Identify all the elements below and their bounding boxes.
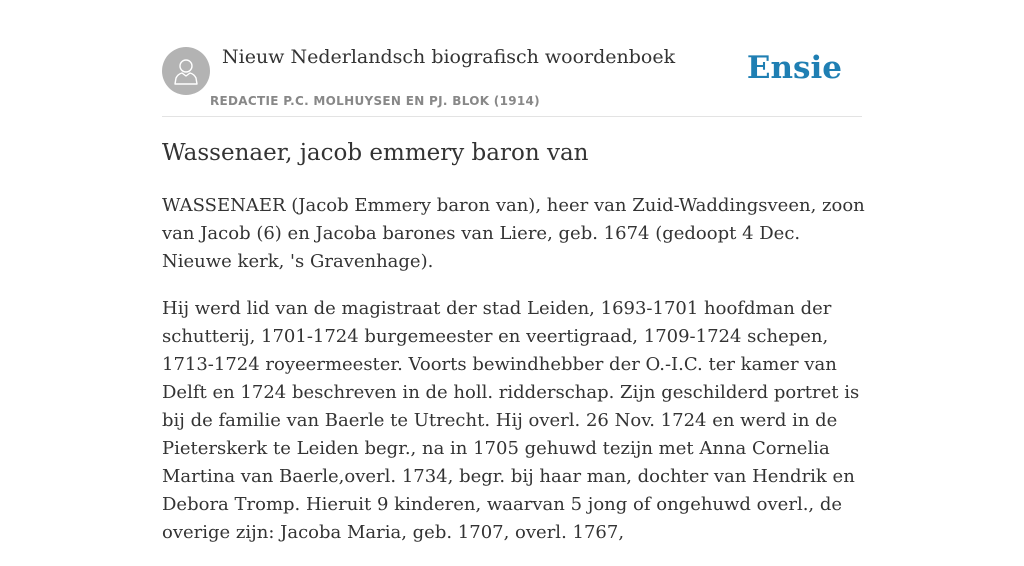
source-editor: REDACTIE P.C. MOLHUYSEN EN PJ. BLOK (1914): [210, 94, 540, 108]
paragraph: Hij werd lid van de magistraat der stad Leiden, 1693-1701 hoofdman der schutterij, 1701-1724 burgemeester en veertigraad, 1709-1724 schepen, 1713-1724 royeermeester. Voorts bewindhebber der O.-I.C. ter kamer van Delft en 1724 beschreven in de holl. ridderschap. Zijn geschilderd portret is bij de familie van Baerle te Utrecht. Hij overl. 26 Nov. 1724 en werd in de Pieterskerk te Leiden begr., na in 1705 gehuwd tezijn met Anna Cornelia Martina van Baerle,overl. 1734, begr. bij haar man, dochter van Hendrik en Debora Tromp. Hieruit 9 kinderen, waarvan 5 jong of ongehuwd overl., de overige zijn: Jacoba Maria, geb. 1707, overl. 1767,: [162, 298, 860, 543]
article-body: [162, 192, 867, 566]
user-icon: [173, 57, 199, 85]
paragraph: WASSENAER (Jacob Emmery baron van), heer van Zuid-Waddingsveen, zoon van Jacob (6) en Jacoba barones van Liere, geb. 1674 (gedoopt 4 Dec. Nieuwe kerk, 's Gravenhage).: [162, 195, 865, 272]
avatar[interactable]: [162, 47, 210, 95]
entry-title: Wassenaer, jacob emmery baron van: [162, 140, 589, 166]
source-title[interactable]: Nieuw Nederlandsch biografisch woordenboek: [222, 46, 676, 68]
source-header: [162, 46, 862, 117]
ensie-logo[interactable]: Ensie: [746, 50, 842, 86]
